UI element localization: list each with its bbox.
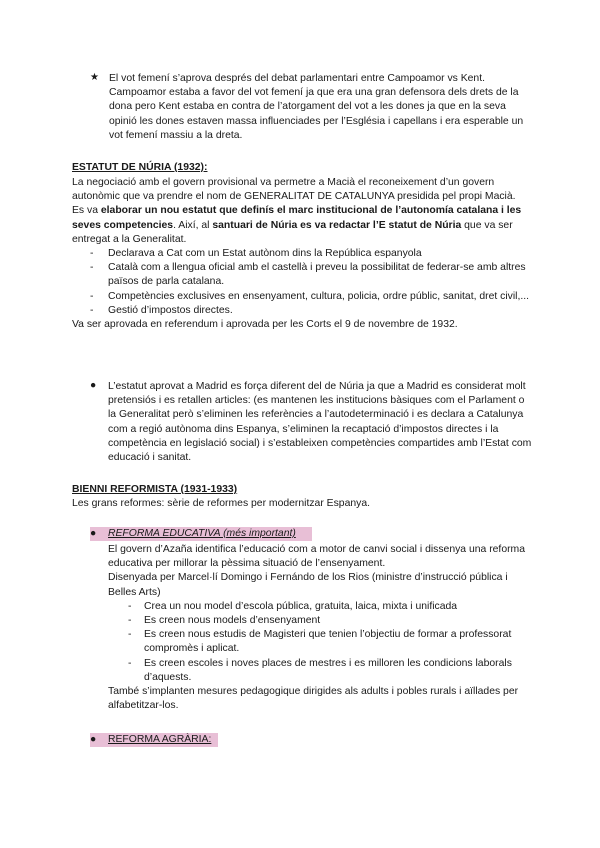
reforma-educativa-label: REFORMA EDUCATIVA (més important): [108, 528, 296, 539]
educativa-para-3: També s’implanten mesures pedagogique dirigides als adults i pobles rurals i aïllades per alfabetitzar-los.: [108, 686, 519, 712]
list-item: - Competències exclusives en ensenyament, cultura, policia, ordre públic, sanitat, dret civil,...: [72, 290, 532, 304]
nuria-note-item: [90, 380, 532, 465]
reforma-educativa-highlight: [90, 527, 312, 541]
bienni-heading: BIENNI REFORMISTA (1931-1933): [72, 484, 238, 495]
nuria-section: [72, 176, 532, 332]
nuria-list: [72, 247, 532, 318]
list-item: - Català com a llengua oficial amb el castellà i preveu la possibilitat de federar-se amb altres països de parla catalana.: [72, 261, 532, 289]
educativa-list: [108, 600, 532, 685]
nuria-para-2: Es va elaborar un nou estatut que definís el marc institucional de l’autonomía catalana i les seves competencies. Així, al santuari de Núria es va redactar l’E statut de Núria que va ser entregat a la Generalitat.: [72, 205, 522, 245]
star-bullet-icon: ★: [90, 72, 99, 83]
bienni-subtitle: Les grans reformes: sèrie de reformes per modernitzar Espanya.: [72, 498, 370, 509]
intro-star-item: [90, 72, 530, 143]
educativa-para-1: El govern d’Azaña identifica l’educació com a motor de canvi social i dissenya una reforma educativa per millorar la pèssima situació de l’ensenyament.: [108, 544, 525, 570]
nuria-para-1: La negociació amb el govern provisional va permetre a Macià el reconeixement d’un govern autonòmic que va prendre el nom de GENERALITAT DE CATALUNYA presidida pel propi Macià.: [72, 177, 516, 203]
dot-bullet-icon: ●: [90, 528, 97, 539]
nuria-bold-2: santuari de Núria es va redactar l’E statut de Núria: [212, 219, 462, 231]
reforma-educativa-section: [108, 543, 532, 713]
nuria-closing: Va ser aprovada en referendum i aprovada per les Corts el 9 de novembre de 1932.: [72, 319, 458, 331]
reforma-agraria-highlight: [90, 733, 218, 747]
intro-text: El vot femení s’aprova després del debat parlamentari entre Campoamor vs Kent. Campoamor estaba a favor del vot femení ja que era una gran defensora dels drets de la dona pero Kent estaba en contra de l’atorgament del vot a les dones ja que en la seva opinió les dones estaven massa influenciades per l’Església i capellans i era esperable un vot femení massiu a la dreta.: [109, 73, 524, 141]
nuria-note: L’estatut aprovat a Madrid es força diferent del de Núria ja que a Madrid es considerat molt pretensiós i es retallen articles: (es mantenen les institucions bàsiques com el Parlament o la Generalitat però s’eliminen les referències a l’autodeterminació i es declara a Catalunya com a regió autònoma dins Espanya, s’eliminen la recaptació d’impostos directes i la competència en legislació social) i s’estableixen competències compartides amb l’Estat com educació i sanitat.: [108, 381, 532, 464]
list-item: - Es creen escoles i noves places de mestres i es milloren les condicions laborals d’aquests.: [108, 657, 532, 685]
list-item: - Gestió d’impostos directes.: [72, 304, 532, 318]
nuria-heading: ESTATUT DE NÚRIA (1932):: [72, 162, 208, 173]
list-item: - Crea un nou model d’escola pública, gratuita, laica, mixta i unificada: [108, 600, 532, 614]
reforma-agraria-label: REFORMA AGRÀRIA:: [108, 734, 212, 745]
educativa-para-2: Disenyada per Marcel·lí Domingo i Fernándo de los Rios (ministre d’instrucció pública i Belles Arts): [108, 572, 508, 598]
list-item: - Es creen nous models d’ensenyament: [108, 614, 532, 628]
list-item: - Es creen nous estudis de Magisteri que tenien l’objectiu de formar a professorat compromès i aplicat.: [108, 628, 532, 656]
dot-bullet-icon: ●: [90, 734, 97, 745]
nuria-bold-1: elaborar un nou estatut que definís el marc institucional de l’autonomía catalana i les seves competencies: [72, 205, 522, 231]
list-item: - Declarava a Cat com un Estat autònom dins la República espanyola: [72, 247, 532, 261]
dot-bullet-icon: ●: [90, 380, 97, 391]
